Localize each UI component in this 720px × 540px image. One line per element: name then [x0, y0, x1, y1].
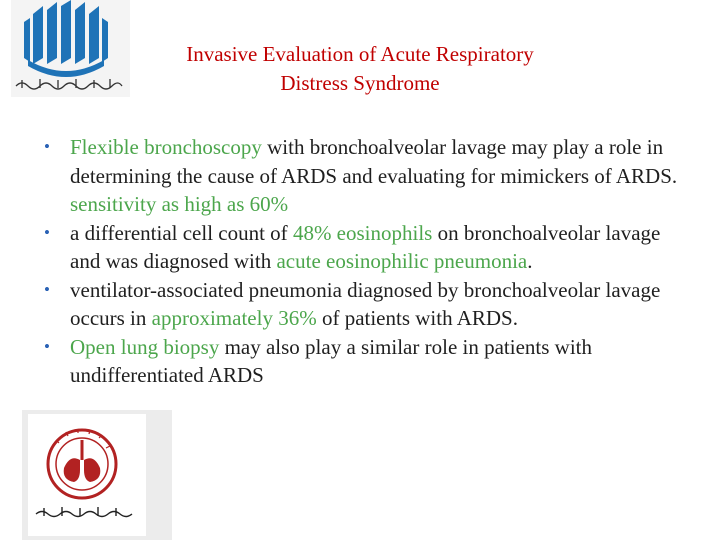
bullet-item	[44, 219, 694, 276]
bullet-item	[44, 276, 694, 333]
slide-title	[130, 40, 590, 98]
bullet-text-segment: Flexible bronchoscopy	[70, 135, 262, 159]
bullet-text-segment: may also play a similar role in patients with undifferentiated ARDS	[70, 334, 592, 387]
bullet-text-segment: 48% eosinophils	[292, 220, 433, 245]
bullet-icon: •	[44, 336, 50, 356]
bullet-text-segment: .	[527, 249, 533, 273]
bullet-text-segment: on bronchoalveolar lavage and was diagnosed with	[70, 220, 661, 273]
bullet-icon: •	[44, 137, 50, 156]
slide-title-line2: Distress Syndrome	[280, 71, 440, 95]
society-emblem-icon	[22, 410, 172, 540]
bullet-icon: •	[44, 222, 50, 242]
bullet-icon: •	[44, 279, 50, 299]
bullet-item	[44, 333, 694, 390]
university-logo	[0, 0, 130, 97]
bullet-text-segment: with bronchoalveolar lavage may play a role in determining the cause of ARDS and evaluating for mimickers of ARDS.	[70, 135, 678, 188]
slide-title-line1: Invasive Evaluation of Acute Respiratory	[186, 42, 534, 66]
bullet-text-segment: ventilator-associated pneumonia diagnosed by bronchoalveolar lavage occurs in	[70, 277, 661, 330]
bullet-item	[44, 133, 694, 219]
society-logo	[22, 410, 172, 540]
bullet-text-segment: acute eosinophilic pneumonia	[276, 249, 528, 273]
bullet-list	[44, 133, 694, 390]
bullet-text-segment: Open lung biopsy	[70, 334, 220, 359]
bullet-text-segment: a differential cell count of	[70, 220, 293, 245]
bullet-text-segment: sensitivity as high as 60%	[70, 192, 289, 216]
university-logo-icon	[0, 0, 130, 97]
bullet-text-segment: of patients with ARDS.	[316, 306, 518, 330]
bullet-text-segment: approximately 36%	[151, 306, 317, 330]
